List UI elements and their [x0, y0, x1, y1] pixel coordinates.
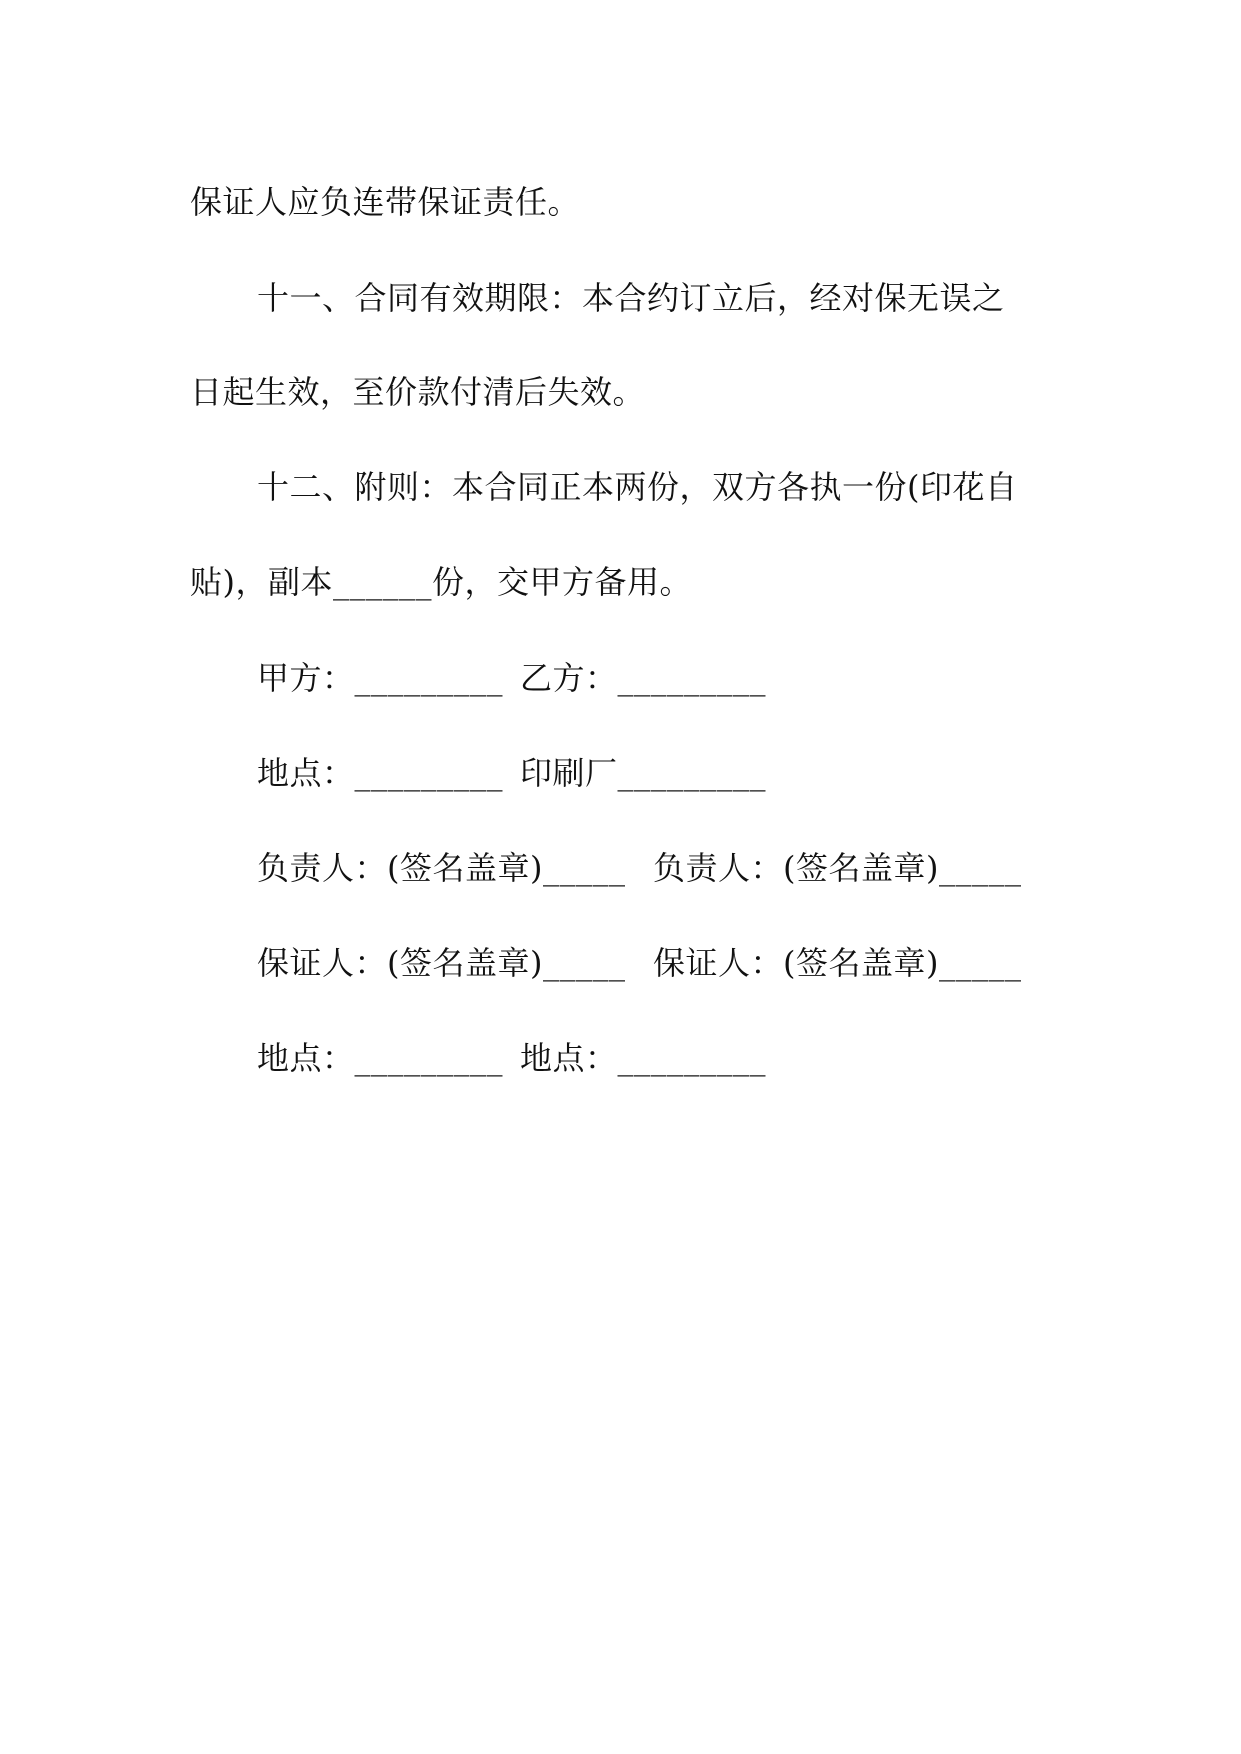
party-b-field: 乙方：_________: [520, 659, 767, 697]
guarantor-a-field: 保证人：(签名盖章)_____: [257, 944, 626, 982]
location-c-field: 地点：_________: [257, 1039, 504, 1077]
clause-11-line-1: 十一、合同有效期限：本合约订立后，经对保无误之: [257, 279, 1005, 317]
clause-11-line-2: 日起生效，至价款付清后失效。: [190, 373, 646, 411]
responsible-person-a-field: 负责人：(签名盖章)_____: [257, 849, 626, 887]
party-a-field: 甲方：_________: [257, 659, 504, 697]
location-d-field: 地点：_________: [520, 1039, 767, 1077]
printing-factory-field: 印刷厂_________: [520, 754, 767, 792]
paragraph-line-1: 保证人应负连带保证责任。: [190, 183, 581, 221]
location-a-field: 地点：_________: [257, 754, 504, 792]
clause-12-line-1: 十二、附则：本合同正本两份，双方各执一份(印花自: [257, 468, 1018, 506]
guarantor-b-field: 保证人：(签名盖章)_____: [653, 944, 1022, 982]
clause-12-line-2: 贴)，副本______份，交甲方备用。: [190, 563, 692, 601]
responsible-person-b-field: 负责人：(签名盖章)_____: [653, 849, 1022, 887]
